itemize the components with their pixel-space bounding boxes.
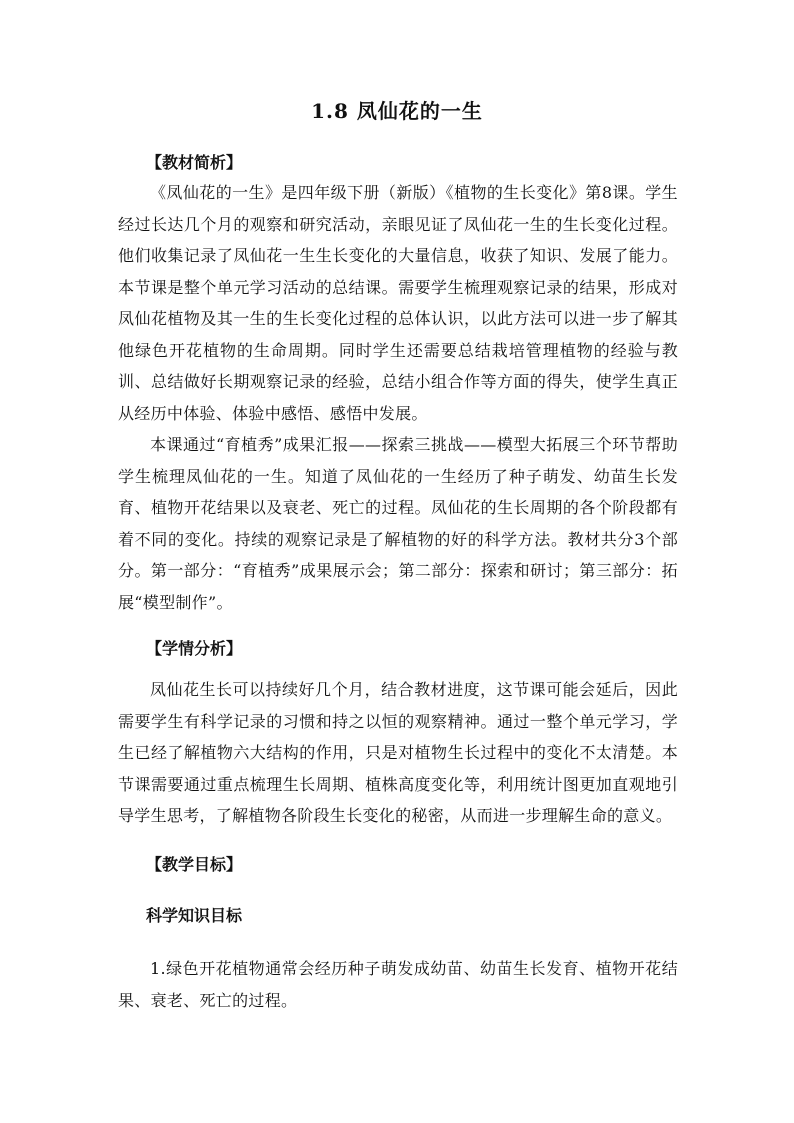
- textbook-analysis-paragraph-2: 本课通过“育植秀”成果汇报——探索三挑战——模型大拓展三个环节帮助学生梳理凤仙花的一生。知道了凤仙花的一生经历了种子萌发、幼苗生长发育、植物开花结果以及衰老、死亡的过程。凤仙花的生长周期的各个阶段都有着不同的变化。持续的观察记录是了解植物的好的科学方法。教材共分3个部分。第一部分：“育植秀”成果展示会；第二部分：探索和研讨；第三部分：拓展“模型制作”。: [118, 435, 678, 612]
- student-analysis-paragraph: 凤仙花生长可以持续好几个月，结合教材进度，这节课可能会延后，因此需要学生有科学记录的习惯和持之以恒的观察精神。通过一整个单元学习，学生已经了解植物六大结构的作用，只是对植物生长过程中的变化不太清楚。本节课需要通过重点梳理生长周期、植株高度变化等，利用统计图更加直观地引导学生思考，了解植物各阶段生长变化的秘密，从而进一步理解生命的意义。: [118, 680, 678, 825]
- textbook-analysis-paragraph-1: 《凤仙花的一生》是四年级下册（新版）《植物的生长变化》第8课。学生经过长达几个月的观察和研究活动，亲眼见证了凤仙花一生的生长变化过程。他们收集记录了凤仙花一生生长变化的大量信息，收获了知识、发展了能力。本节课是整个单元学习活动的总结课。需要学生梳理观察记录的结果，形成对凤仙花植物及其一生的生长变化过程的总体认识，以此方法可以进一步了解其他绿色开花植物的生命周期。同时学生还需要总结栽培管理植物的经验与教训、总结做好长期观察记录的经验，总结小组合作等方面的得失，使学生真正从经历中体验、体验中感悟、感悟中发展。: [118, 183, 678, 423]
- section-heading-student-analysis: 【学情分析】: [146, 639, 243, 658]
- document-title: 1.8 凤仙花的一生: [311, 99, 483, 123]
- section-heading-teaching-goals: 【教学目标】: [146, 855, 243, 874]
- goal-item-1: 1.绿色开花植物通常会经历种子萌发成幼苗、幼苗生长发育、植物开花结果、衰老、死亡的过程。: [118, 959, 678, 1010]
- subheading-science-knowledge-goals: 科学知识目标: [146, 906, 243, 925]
- section-heading-textbook-analysis: 【教材简析】: [146, 153, 243, 172]
